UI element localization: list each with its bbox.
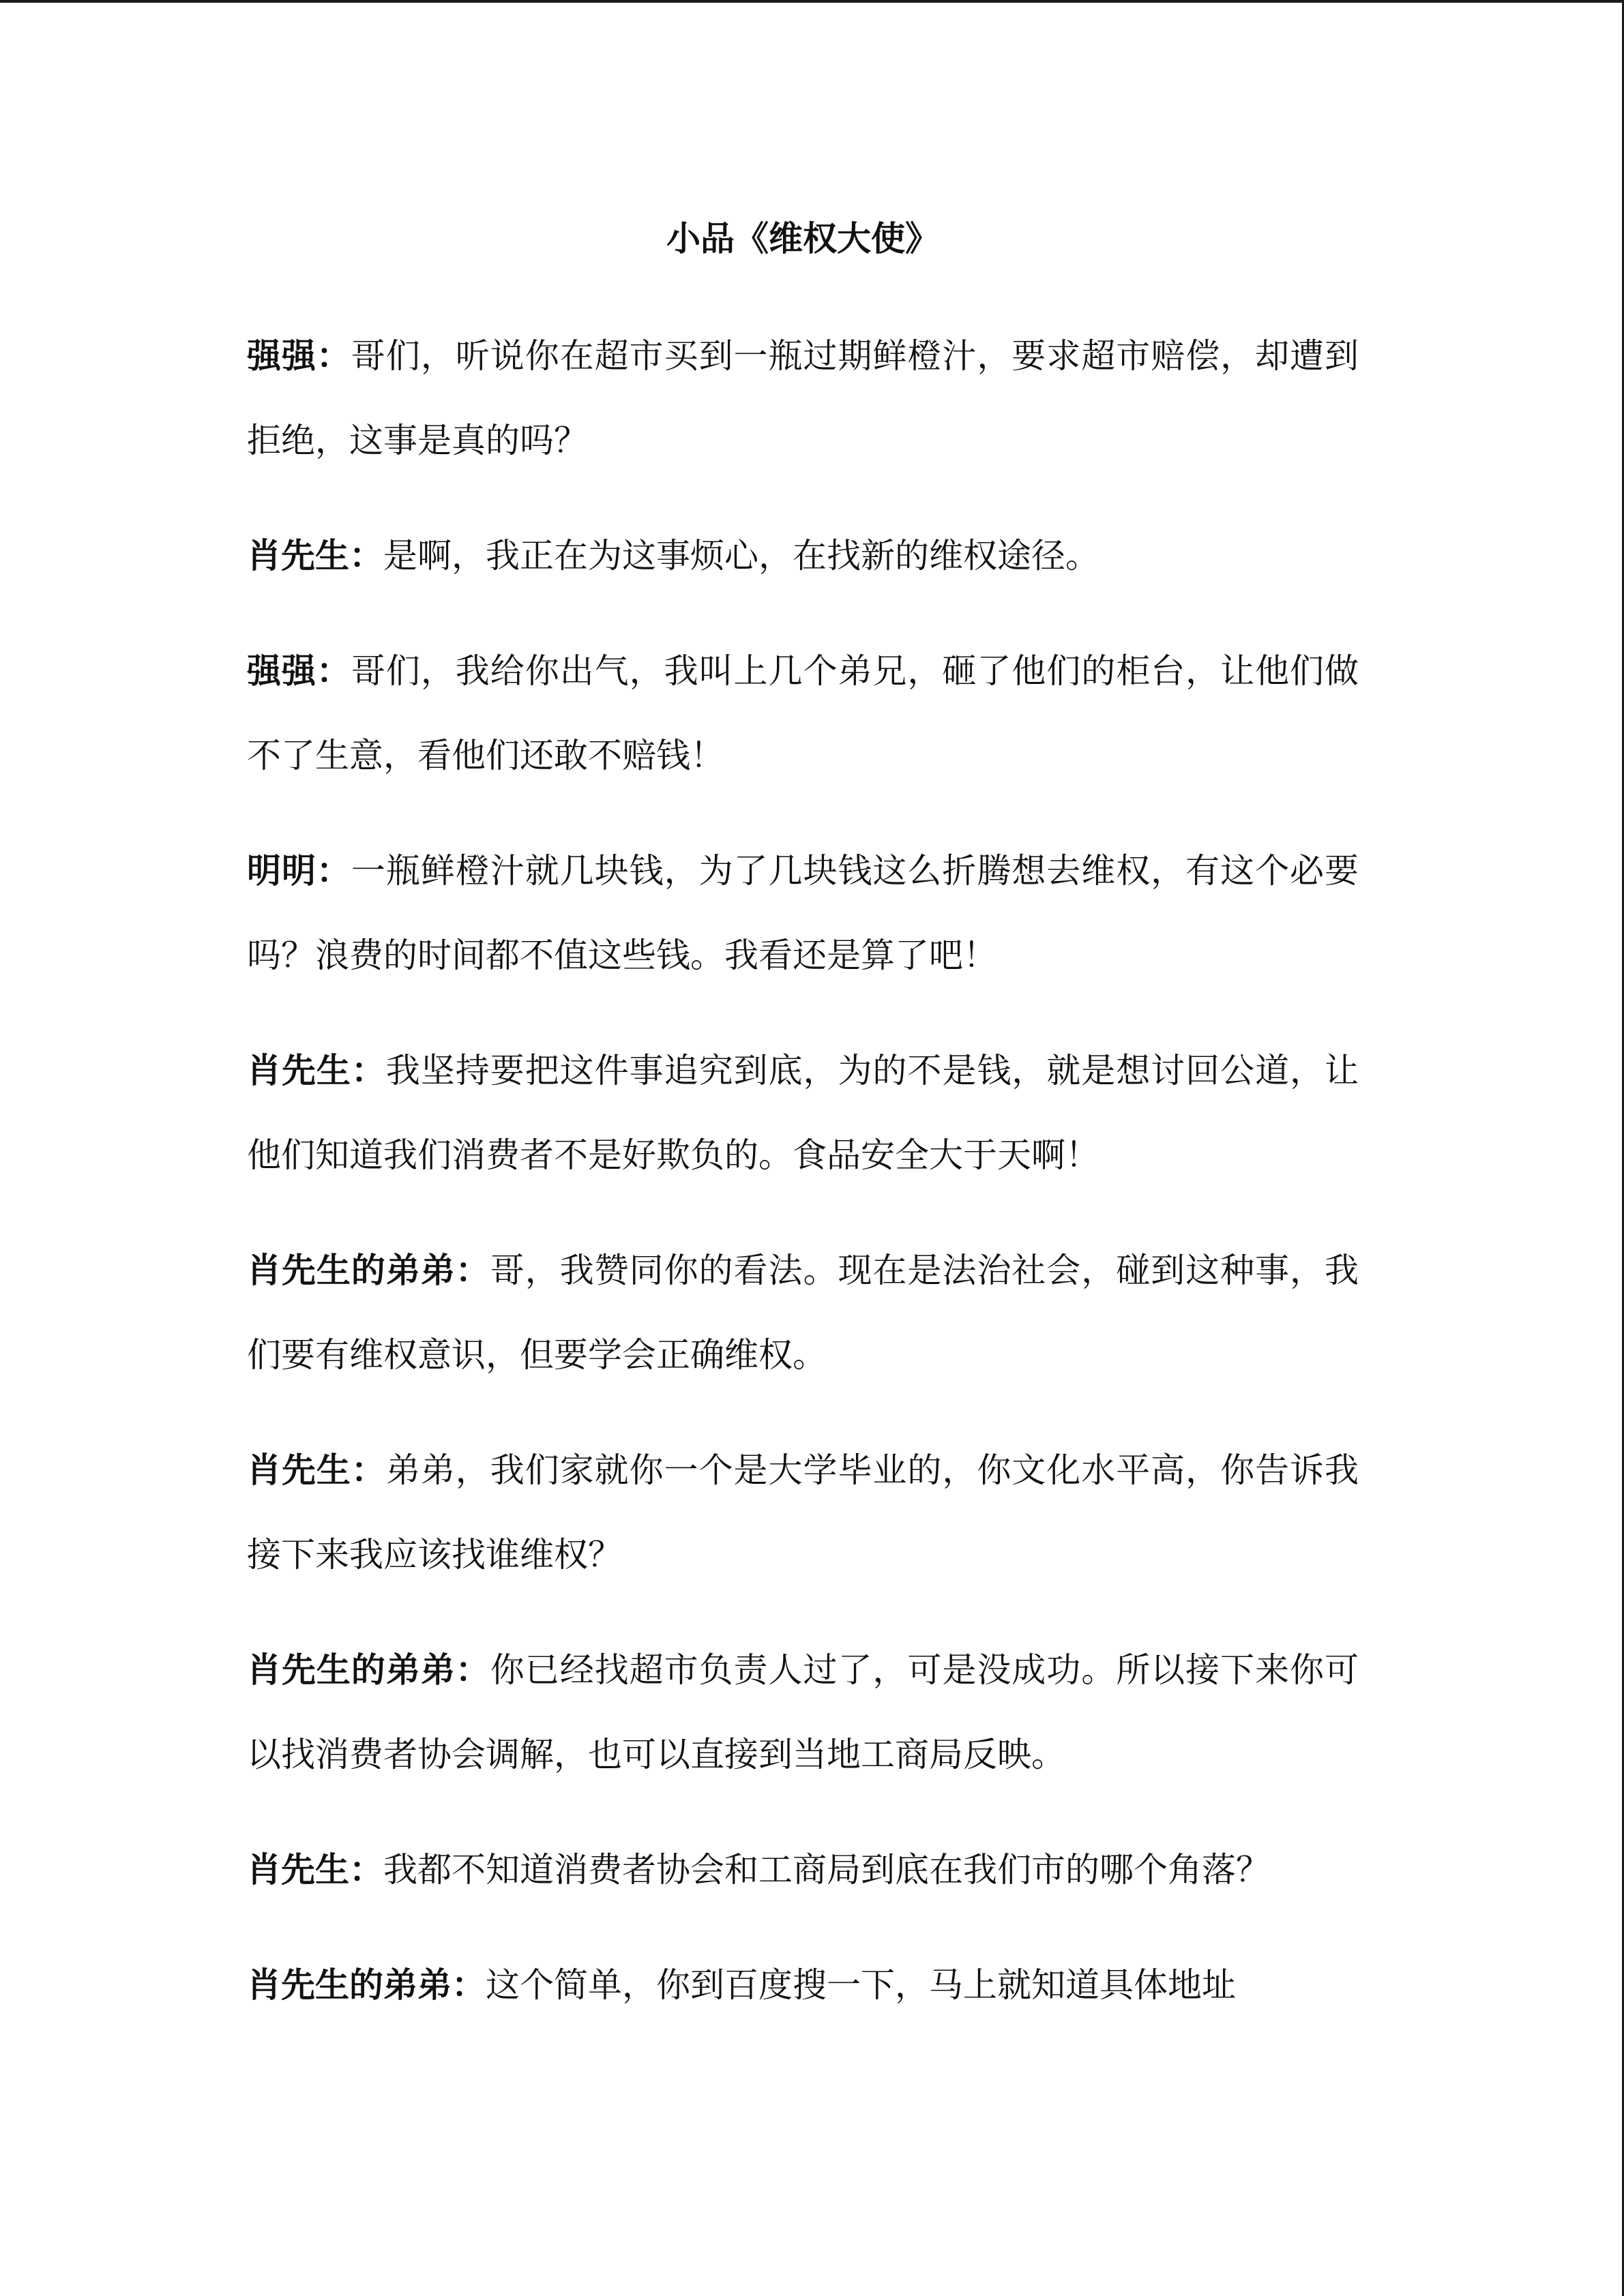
speaker-name: 肖先生： — [247, 1849, 383, 1890]
speaker-name: 肖先生： — [247, 535, 383, 576]
document-title: 小品《维权大使》 — [666, 218, 939, 258]
speaker-name: 肖先生的弟弟： — [247, 1650, 490, 1690]
dialogue-text: 弟弟，我们家就你一个是大学毕业的，你文化水平高，你告诉我接下来我应该找谁维权？ — [247, 1450, 1359, 1575]
dialogue-text: 哥，我赞同你的看法。现在是法治社会，碰到这种事，我们要有维权意识，但要学会正确维权。 — [247, 1251, 1359, 1375]
dialogue-line — [247, 513, 1359, 598]
dialogue-line — [247, 1628, 1359, 1797]
dialogue-text: 一瓶鲜橙汁就几块钱，为了几块钱这么折腾想去维权，有这个必要吗？浪费的时间都不值这些钱。我看还是算了吧！ — [247, 851, 1359, 975]
speaker-name: 肖先生的弟弟： — [247, 1965, 486, 2005]
dialogue-text: 我坚持要把这件事追究到底，为的不是钱，就是想讨回公道，让他们知道我们消费者不是好欺负的。食品安全大于天啊！ — [247, 1051, 1359, 1175]
dialogue-text: 哥们，我给你出气，我叫上几个弟兄，砸了他们的柜台，让他们做不了生意，看他们还敢不赔钱！ — [247, 651, 1359, 775]
speaker-name: 强强： — [247, 336, 351, 376]
document-page — [247, 205, 1359, 2058]
dialogue-line — [247, 1228, 1359, 1397]
speaker-name: 强强： — [247, 651, 351, 691]
dialogue-text: 是啊，我正在为这事烦心，在找新的维权途径。 — [383, 536, 1099, 576]
top-border-line — [0, 0, 1624, 3]
speaker-name: 明明： — [247, 850, 351, 891]
dialogue-line — [247, 1943, 1359, 2027]
speaker-name: 肖先生的弟弟： — [247, 1250, 490, 1290]
dialogue-line — [247, 629, 1359, 798]
dialogue-line — [247, 829, 1359, 998]
dialogue-text: 这个简单，你到百度搜一下，马上就知道具体地址 — [486, 1965, 1236, 2005]
dialogue-line — [247, 1028, 1359, 1197]
speaker-name: 肖先生： — [247, 1450, 386, 1490]
dialogue-text: 你已经找超市负责人过了，可是没成功。所以接下来你可以找消费者协会调解，也可以直接到当地工商局反映。 — [247, 1650, 1359, 1774]
speaker-name: 肖先生： — [247, 1050, 386, 1090]
dialogue-text: 哥们，听说你在超市买到一瓶过期鲜橙汁，要求超市赔偿，却遭到拒绝，这事是真的吗？ — [247, 336, 1359, 460]
dialogue-text: 我都不知道消费者协会和工商局到底在我们市的哪个角落？ — [383, 1850, 1270, 1890]
dialogue-line — [247, 1828, 1359, 1912]
dialogue-line — [247, 314, 1359, 483]
dialogue-line — [247, 1428, 1359, 1597]
